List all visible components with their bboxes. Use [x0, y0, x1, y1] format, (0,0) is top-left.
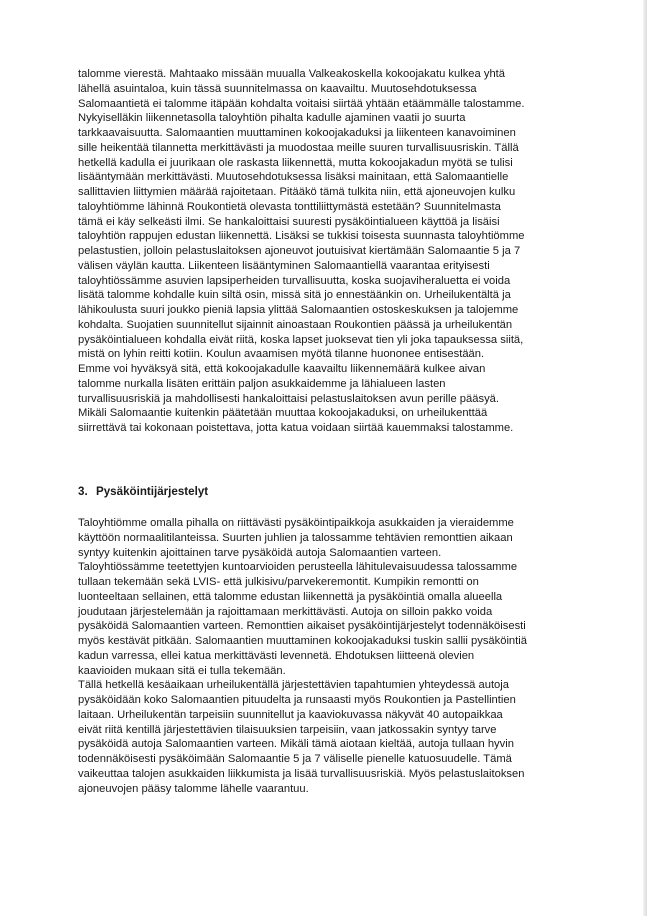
section-heading — [78, 484, 583, 500]
text-line: välisen väylän kautta. Liikenteen lisääntyminen Salomaantiellä vaarantaa erityisesti — [78, 259, 490, 272]
text-line: hetkellä kadulla ei juurikaan ole raskasta liikennettä, mutta kokoojakadun myötä se tulisi — [78, 156, 513, 169]
paragraph-parking — [78, 516, 583, 796]
text-line: Emme voi hyväksyä sitä, että kokoojakadulle kaavailtu liikennemäärä kulkee aivan — [78, 363, 486, 375]
text-line: pysäköintialueen kohdalla eivät riitä, koska lapset juoksevat tien yli joka tapauksessa siitä, — [78, 333, 524, 346]
text-line: Salomaantietä ei talomme itäpään kohdalta voitaisi siirtää yhtään etäämmälle talostamme. — [78, 97, 525, 110]
text-line: pelastustien, jolloin pelastuslaitoksen ajoneuvot joutuisivat kiertämään Salomaantie 5 ja 7 — [78, 245, 521, 257]
text-line: kohdalta. Suojatien suunnitellut sijainnit ainoastaan Roukontien päässä ja urheilukentän — [78, 318, 513, 331]
text-line: Taloyhtiömme omalla pihalla on riittävästi pysäköintipaikkoja asukkaiden ja vieraidemme — [78, 517, 514, 529]
section-number: 3. — [78, 485, 88, 498]
text-line: sallittavien liittymien määrää rajoitetaan. Pitääkö tämä tulkita niin, että ajoneuvojen kulku — [78, 186, 516, 198]
text-line: luonteeltaan sellainen, että talomme edustan liikennettä ja pysäköintiä omalla alueella — [78, 590, 503, 603]
text-line: tämä ei käy selkeästi ilmi. Se hankaloittaisi suuresti pysäköintialueen käyttöä ja lisäisi — [78, 215, 500, 228]
text-line: tullaan tekemään sekä LVIS- että julkisivu/parvekeremontit. Kumpikin remontti on — [78, 576, 479, 588]
paragraph-traffic-safety — [78, 67, 583, 436]
text-line: kaavioiden mukaan sitä ei tulla tekemään. — [78, 664, 286, 677]
text-line: taloyhtiömme lähinnä Roukontietä olevasta tonttiliittymästä estetään? Suunnitelmasta — [78, 200, 501, 213]
text-line: pysäköidä Salomaantien varteen. Remonttien aikaiset pysäköintijärjestelyt todennäköisesti — [78, 620, 526, 633]
text-line: käyttöön normaalitilanteissa. Suurten juhlien ja talossamme tehtävien remonttien aikaan — [78, 531, 513, 544]
text-line: turvallisuusriskiä ja mahdollisesti hankaloittaisi pelastuslaitoksen avun perille pääsyä. — [78, 392, 499, 405]
text-line: pysäköidä autoja Salomaantien varteen. Mikäli tämä aiotaan kieltää, autoja tullaan hyvin — [78, 738, 514, 751]
text-line: lisääntymään merkittävästi. Muutosehdotuksessa lisäksi mainitaan, että Salomaantielle — [78, 171, 509, 184]
text-line: lähikoulusta suuri joukko pieniä lapsia ylittää Salomaantien ostoskeskuksen ja talojemme — [78, 304, 519, 316]
text-line: eivät riitä kentillä järjestettävien tilaisuuksien tarpeisiin, vaan jatkossakin syntyy tarve — [78, 723, 497, 736]
text-line: talomme nurkalla lisäten erittäin paljon asukkaidemme ja lähialueen lasten — [78, 377, 446, 390]
text-line: kadun varressa, ellei katua merkittävästi levennetä. Ehdotuksen liitteenä olevien — [78, 649, 475, 662]
section-heading-line — [78, 484, 583, 500]
text-line: talomme vierestä. Mahtaako missään muualla Valkeakoskella kokoojakatu kulkea yhtä — [78, 68, 505, 80]
text-line: tarkkaavaisuutta. Salomaantien muuttaminen kokoojakaduksi ja liikenteen kanavoiminen — [78, 127, 516, 139]
text-line: vaikeuttaa talojen asukkaiden liikkumista ja lisää turvallisuusriskiä. Myös pelastuslaitoksen — [78, 767, 525, 780]
page-edge — [643, 0, 647, 916]
text-line: pysäköidään koko Salomaantien pituudelta ja runsaasti myös Roukontien ja Pastellintien — [78, 694, 516, 706]
text-line: todennäköisesti pysäköimään Salomaantie 5 ja 7 väliselle pienelle katuosuudelle. Tämä — [78, 753, 512, 765]
text-line: sille heikentää tilannetta merkittävästi ja muodostaa meille suuren turvallisuusriskin. Tällä — [78, 141, 519, 154]
section-title: Pysäköintijärjestelyt — [96, 485, 209, 498]
text-line: lisätä talomme kohdalle kuin siltä osin, missä sitä jo ennestäänkin on. Urheilukentältä ja — [78, 289, 511, 302]
text-line: taloyhtiössämme asuvien lapsiperheiden turvallisuutta, koska suojaviheraluetta ei voida — [78, 274, 511, 287]
text-line: Mikäli Salomaantie kuitenkin päätetään muuttaa kokoojakaduksi, on urheilukenttää — [78, 407, 488, 420]
text-line: myös kestävät pitkään. Salomaantien muuttaminen kokoojakaduksi tuskin sallii pysäköintiä — [78, 635, 527, 647]
text-line: joudutaan järjestelemään ja rajoittamaan merkittävästi. Autoja on silloin pakko voida — [78, 605, 493, 618]
text-line: mistä on lyhin reitti kotiin. Koulun avaamisen myötä tilanne huononee entisestään. — [78, 348, 485, 361]
text-line: ajoneuvojen pääsy talomme lähelle vaarantuu. — [78, 782, 309, 795]
text-line: Nykyiselläkin liikennetasolla taloyhtiön pihalta kadulle ajaminen vaatii jo suurta — [78, 112, 466, 125]
text-line: lähellä asuintaloa, kuin tässä suunnitelmassa on kaavailtu. Muutosehdotuksessa — [78, 82, 477, 95]
text-line: Taloyhtiössämme teetettyjen kuntoarvioiden perusteella lähitulevaisuudessa talossamme — [78, 561, 518, 574]
text-line: taloyhtiön rappujen edustan liikennettä. Lisäksi se tukkisi toisesta suunnasta taloyhtiömme — [78, 230, 525, 243]
text-line: Tällä hetkellä kesäaikaan urheilukentällä järjestettävien tapahtumien yhteydessä autoja — [78, 679, 509, 692]
text-line: laitaan. Urheilukentän tarpeisiin suunnitellut ja kaaviokuvassa näkyvät 40 autopaikkaa — [78, 708, 503, 721]
text-line: siirrettävä tai kokonaan poistettava, jotta katua voidaan siirtää kauemmaksi talostamme. — [78, 422, 514, 434]
text-line: syntyy kuitenkin ajoittainen tarve pysäköidä autoja Salomaantien varteen. — [78, 546, 442, 559]
